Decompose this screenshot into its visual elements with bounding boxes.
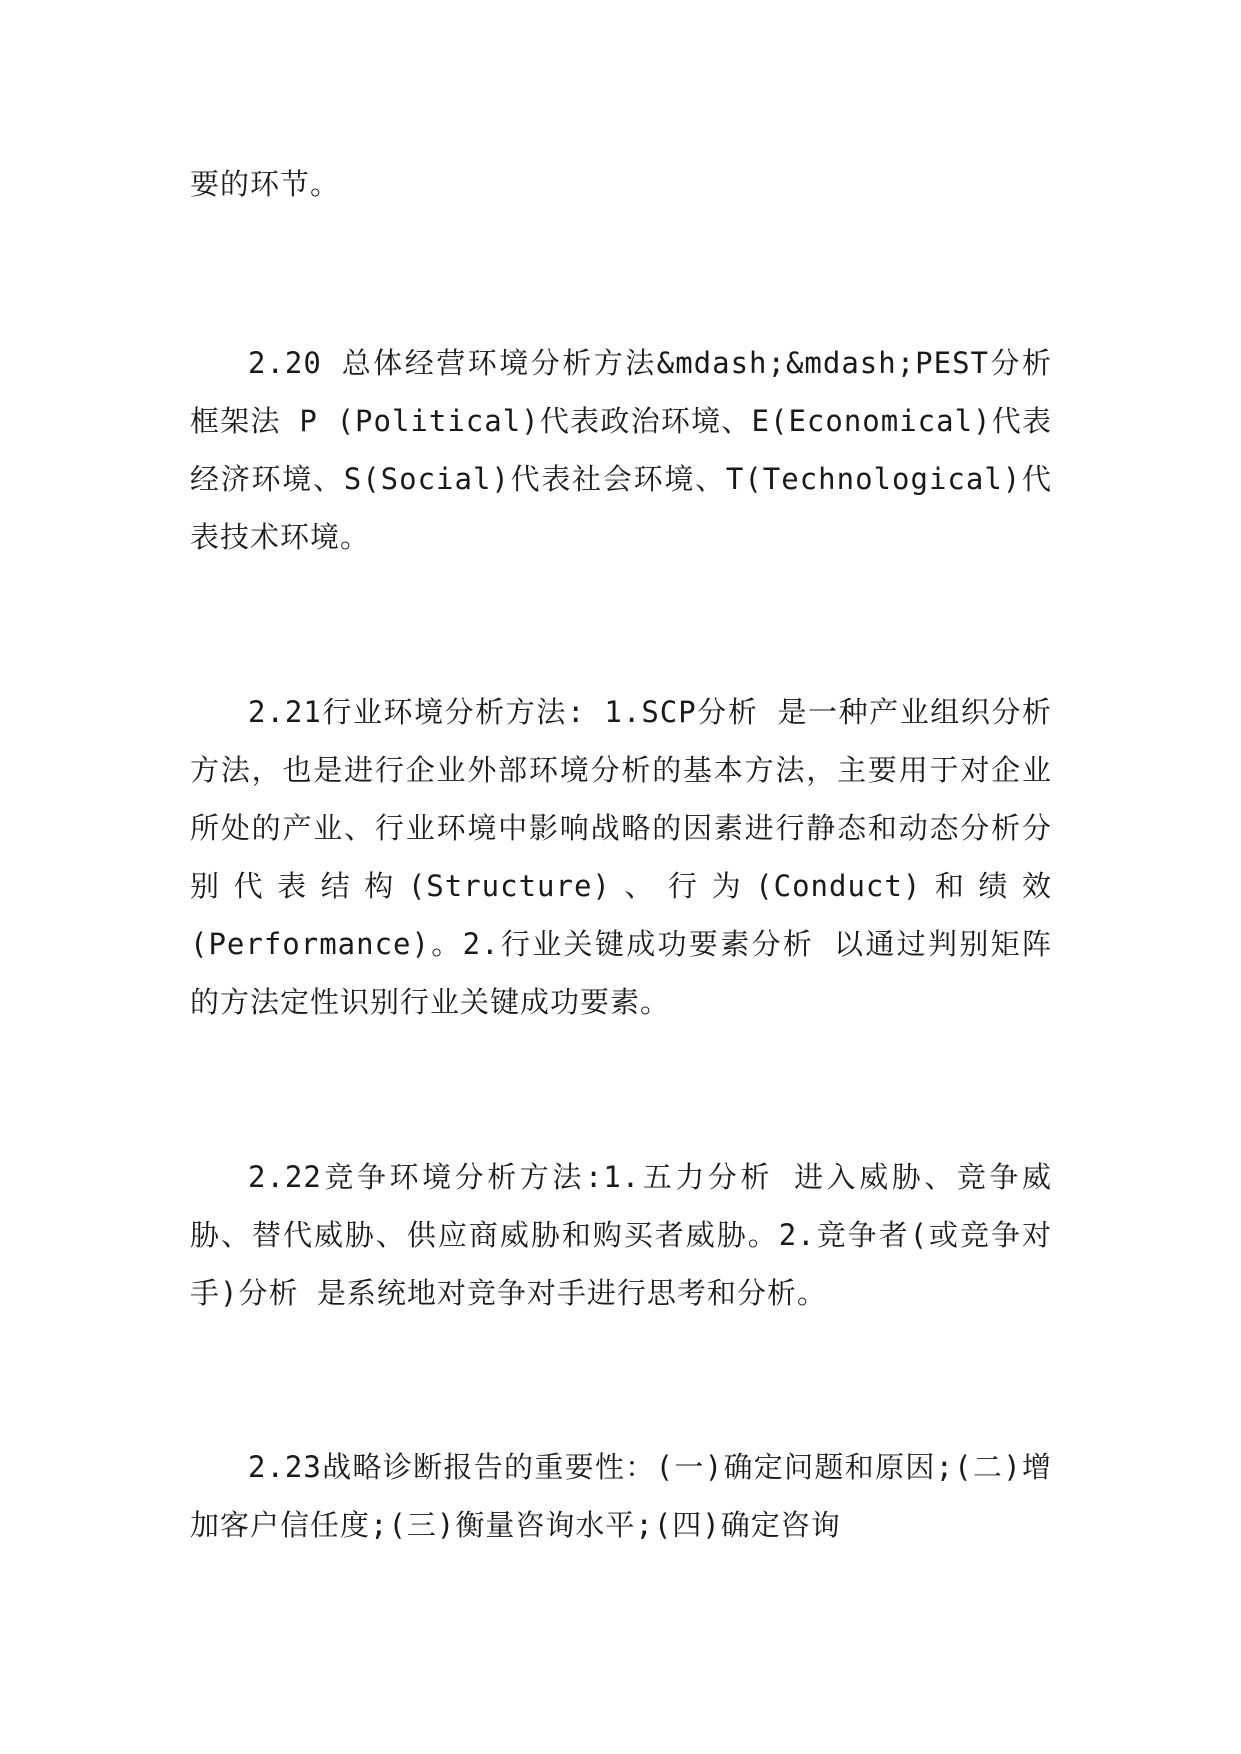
paragraph-continuation: 要的环节。 — [190, 167, 341, 201]
paragraph-2-23-diagnosis: 2.23战略诊断报告的重要性：(一)确定问题和原因;(二)增加客户信任度;(三)衡量咨询水平;(四)确定咨询 — [190, 1450, 1052, 1542]
paragraph-2-20-pest: 2.20 总体经营环境分析方法&mdash;&mdash;PEST分析框架法 P (Political)代表政治环境、E(Economical)代表经济环境、S(Social)代表社会环境、T(Technological)代表技术环境。 — [190, 346, 1053, 554]
paragraph-2-22-competition: 2.22竞争环境分析方法:1.五力分析 进入威胁、竞争威胁、替代威胁、供应商威胁和购买者威胁。2.竞争者(或竞争对手)分析 是系统地对竞争对手进行思考和分析。 — [190, 1160, 1052, 1310]
paragraph-2-21-industry: 2.21行业环境分析方法: 1.SCP分析 是一种产业组织分析方法，也是进行企业外部环境分析的基本方法，主要用于对企业所处的产业、行业环境中影响战略的因素进行静态和动态分析分别代表结构(Structure)、行为(Conduct)和绩效(Performance)。2.行业关键成功要素分析 以通过判别矩阵的方法定性识别行业关键成功要素。 — [190, 695, 1052, 1019]
